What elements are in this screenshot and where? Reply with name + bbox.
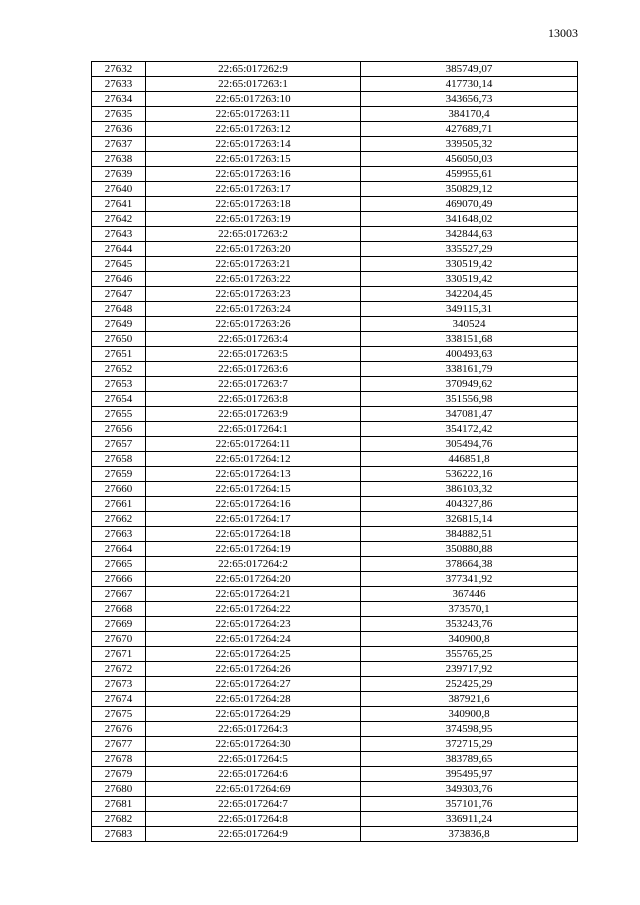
table-row bbox=[92, 407, 578, 422]
value-cell: 384170,4 bbox=[361, 107, 578, 122]
table-row bbox=[92, 332, 578, 347]
table-row bbox=[92, 317, 578, 332]
row-number-cell: 27672 bbox=[92, 662, 146, 677]
row-number-cell: 27666 bbox=[92, 572, 146, 587]
value-cell: 338161,79 bbox=[361, 362, 578, 377]
cadastral-number-cell: 22:65:017263:1 bbox=[146, 77, 361, 92]
table-row bbox=[92, 302, 578, 317]
cadastral-number-cell: 22:65:017263:17 bbox=[146, 182, 361, 197]
row-number-cell: 27647 bbox=[92, 287, 146, 302]
value-cell: 446851,8 bbox=[361, 452, 578, 467]
value-cell: 355765,25 bbox=[361, 647, 578, 662]
row-number-cell: 27646 bbox=[92, 272, 146, 287]
value-cell: 350880,88 bbox=[361, 542, 578, 557]
table-row bbox=[92, 362, 578, 377]
table-row bbox=[92, 587, 578, 602]
cadastral-number-cell: 22:65:017264:11 bbox=[146, 437, 361, 452]
row-number-cell: 27641 bbox=[92, 197, 146, 212]
row-number-cell: 27654 bbox=[92, 392, 146, 407]
value-cell: 326815,14 bbox=[361, 512, 578, 527]
table-row bbox=[92, 692, 578, 707]
row-number-cell: 27637 bbox=[92, 137, 146, 152]
value-cell: 341648,02 bbox=[361, 212, 578, 227]
cadastral-number-cell: 22:65:017264:29 bbox=[146, 707, 361, 722]
cadastral-number-cell: 22:65:017264:18 bbox=[146, 527, 361, 542]
cadastral-number-cell: 22:65:017264:26 bbox=[146, 662, 361, 677]
value-cell: 427689,71 bbox=[361, 122, 578, 137]
cadastral-number-cell: 22:65:017264:9 bbox=[146, 827, 361, 842]
table-row bbox=[92, 242, 578, 257]
value-cell: 340900,8 bbox=[361, 707, 578, 722]
cadastral-number-cell: 22:65:017264:1 bbox=[146, 422, 361, 437]
table-row bbox=[92, 572, 578, 587]
row-number-cell: 27665 bbox=[92, 557, 146, 572]
row-number-cell: 27640 bbox=[92, 182, 146, 197]
row-number-cell: 27649 bbox=[92, 317, 146, 332]
row-number-cell: 27662 bbox=[92, 512, 146, 527]
row-number-cell: 27652 bbox=[92, 362, 146, 377]
value-cell: 456050,03 bbox=[361, 152, 578, 167]
value-cell: 343656,73 bbox=[361, 92, 578, 107]
cadastral-number-cell: 22:65:017263:18 bbox=[146, 197, 361, 212]
table-row bbox=[92, 377, 578, 392]
cadastral-number-cell: 22:65:017263:24 bbox=[146, 302, 361, 317]
value-cell: 342844,63 bbox=[361, 227, 578, 242]
row-number-cell: 27682 bbox=[92, 812, 146, 827]
table-row bbox=[92, 647, 578, 662]
table-row bbox=[92, 602, 578, 617]
table-row bbox=[92, 767, 578, 782]
cadastral-number-cell: 22:65:017264:21 bbox=[146, 587, 361, 602]
page-number: 13003 bbox=[548, 26, 578, 40]
value-cell: 383789,65 bbox=[361, 752, 578, 767]
row-number-cell: 27632 bbox=[92, 62, 146, 77]
table-row bbox=[92, 752, 578, 767]
row-number-cell: 27670 bbox=[92, 632, 146, 647]
cadastral-number-cell: 22:65:017264:8 bbox=[146, 812, 361, 827]
cadastral-number-cell: 22:65:017264:2 bbox=[146, 557, 361, 572]
cadastral-number-cell: 22:65:017263:22 bbox=[146, 272, 361, 287]
table-row bbox=[92, 677, 578, 692]
value-cell: 459955,61 bbox=[361, 167, 578, 182]
table-row bbox=[92, 467, 578, 482]
cadastral-number-cell: 22:65:017264:16 bbox=[146, 497, 361, 512]
table-row bbox=[92, 392, 578, 407]
row-number-cell: 27648 bbox=[92, 302, 146, 317]
cadastral-number-cell: 22:65:017263:21 bbox=[146, 257, 361, 272]
table-row bbox=[92, 122, 578, 137]
row-number-cell: 27660 bbox=[92, 482, 146, 497]
row-number-cell: 27677 bbox=[92, 737, 146, 752]
row-number-cell: 27681 bbox=[92, 797, 146, 812]
row-number-cell: 27657 bbox=[92, 437, 146, 452]
value-cell: 395495,97 bbox=[361, 767, 578, 782]
value-cell: 335527,29 bbox=[361, 242, 578, 257]
value-cell: 378664,38 bbox=[361, 557, 578, 572]
table-row bbox=[92, 272, 578, 287]
value-cell: 367446 bbox=[361, 587, 578, 602]
value-cell: 342204,45 bbox=[361, 287, 578, 302]
cadastral-number-cell: 22:65:017264:12 bbox=[146, 452, 361, 467]
table-row bbox=[92, 722, 578, 737]
value-cell: 349303,76 bbox=[361, 782, 578, 797]
cadastral-number-cell: 22:65:017263:16 bbox=[146, 167, 361, 182]
cadastral-number-cell: 22:65:017264:13 bbox=[146, 467, 361, 482]
row-number-cell: 27679 bbox=[92, 767, 146, 782]
row-number-cell: 27633 bbox=[92, 77, 146, 92]
row-number-cell: 27636 bbox=[92, 122, 146, 137]
table-row bbox=[92, 542, 578, 557]
table-row bbox=[92, 77, 578, 92]
cadastral-number-cell: 22:65:017263:15 bbox=[146, 152, 361, 167]
row-number-cell: 27676 bbox=[92, 722, 146, 737]
row-number-cell: 27644 bbox=[92, 242, 146, 257]
value-cell: 469070,49 bbox=[361, 197, 578, 212]
row-number-cell: 27664 bbox=[92, 542, 146, 557]
row-number-cell: 27671 bbox=[92, 647, 146, 662]
value-cell: 351556,98 bbox=[361, 392, 578, 407]
table-row bbox=[92, 107, 578, 122]
cadastral-number-cell: 22:65:017262:9 bbox=[146, 62, 361, 77]
table-row bbox=[92, 797, 578, 812]
value-cell: 340524 bbox=[361, 317, 578, 332]
cadastral-number-cell: 22:65:017263:9 bbox=[146, 407, 361, 422]
row-number-cell: 27645 bbox=[92, 257, 146, 272]
table-row bbox=[92, 182, 578, 197]
value-cell: 347081,47 bbox=[361, 407, 578, 422]
value-cell: 336911,24 bbox=[361, 812, 578, 827]
cadastral-number-cell: 22:65:017264:23 bbox=[146, 617, 361, 632]
table-row bbox=[92, 512, 578, 527]
table-row bbox=[92, 737, 578, 752]
table-row bbox=[92, 197, 578, 212]
cadastral-number-cell: 22:65:017263:12 bbox=[146, 122, 361, 137]
cadastral-number-cell: 22:65:017263:14 bbox=[146, 137, 361, 152]
table-row bbox=[92, 617, 578, 632]
row-number-cell: 27668 bbox=[92, 602, 146, 617]
table-row bbox=[92, 827, 578, 842]
row-number-cell: 27675 bbox=[92, 707, 146, 722]
value-cell: 349115,31 bbox=[361, 302, 578, 317]
table-row bbox=[92, 497, 578, 512]
value-cell: 387921,6 bbox=[361, 692, 578, 707]
row-number-cell: 27669 bbox=[92, 617, 146, 632]
table-row bbox=[92, 257, 578, 272]
value-cell: 350829,12 bbox=[361, 182, 578, 197]
cadastral-number-cell: 22:65:017263:5 bbox=[146, 347, 361, 362]
value-cell: 404327,86 bbox=[361, 497, 578, 512]
row-number-cell: 27650 bbox=[92, 332, 146, 347]
cadastral-number-cell: 22:65:017264:5 bbox=[146, 752, 361, 767]
table-row bbox=[92, 452, 578, 467]
row-number-cell: 27634 bbox=[92, 92, 146, 107]
value-cell: 373836,8 bbox=[361, 827, 578, 842]
cadastral-number-cell: 22:65:017264:28 bbox=[146, 692, 361, 707]
table-row bbox=[92, 782, 578, 797]
value-cell: 252425,29 bbox=[361, 677, 578, 692]
table-row bbox=[92, 482, 578, 497]
row-number-cell: 27656 bbox=[92, 422, 146, 437]
cadastral-number-cell: 22:65:017263:20 bbox=[146, 242, 361, 257]
table-body bbox=[92, 62, 578, 842]
table-row bbox=[92, 167, 578, 182]
cadastral-number-cell: 22:65:017264:25 bbox=[146, 647, 361, 662]
value-cell: 357101,76 bbox=[361, 797, 578, 812]
row-number-cell: 27673 bbox=[92, 677, 146, 692]
value-cell: 370949,62 bbox=[361, 377, 578, 392]
value-cell: 339505,32 bbox=[361, 137, 578, 152]
cadastral-number-cell: 22:65:017264:17 bbox=[146, 512, 361, 527]
value-cell: 417730,14 bbox=[361, 77, 578, 92]
value-cell: 338151,68 bbox=[361, 332, 578, 347]
table-row bbox=[92, 422, 578, 437]
table-row bbox=[92, 557, 578, 572]
cadastral-number-cell: 22:65:017263:8 bbox=[146, 392, 361, 407]
table-row bbox=[92, 707, 578, 722]
row-number-cell: 27651 bbox=[92, 347, 146, 362]
row-number-cell: 27655 bbox=[92, 407, 146, 422]
row-number-cell: 27680 bbox=[92, 782, 146, 797]
row-number-cell: 27661 bbox=[92, 497, 146, 512]
cadastral-number-cell: 22:65:017264:6 bbox=[146, 767, 361, 782]
cadastral-number-cell: 22:65:017263:10 bbox=[146, 92, 361, 107]
row-number-cell: 27667 bbox=[92, 587, 146, 602]
cadastral-number-cell: 22:65:017264:19 bbox=[146, 542, 361, 557]
row-number-cell: 27638 bbox=[92, 152, 146, 167]
row-number-cell: 27674 bbox=[92, 692, 146, 707]
table-row bbox=[92, 92, 578, 107]
table-row bbox=[92, 287, 578, 302]
table-row bbox=[92, 137, 578, 152]
cadastral-number-cell: 22:65:017263:4 bbox=[146, 332, 361, 347]
value-cell: 385749,07 bbox=[361, 62, 578, 77]
cadastral-number-cell: 22:65:017264:7 bbox=[146, 797, 361, 812]
table-row bbox=[92, 527, 578, 542]
row-number-cell: 27683 bbox=[92, 827, 146, 842]
value-cell: 377341,92 bbox=[361, 572, 578, 587]
table-row bbox=[92, 152, 578, 167]
table-row bbox=[92, 662, 578, 677]
cadastral-number-cell: 22:65:017264:22 bbox=[146, 602, 361, 617]
value-cell: 340900,8 bbox=[361, 632, 578, 647]
table-row bbox=[92, 632, 578, 647]
row-number-cell: 27653 bbox=[92, 377, 146, 392]
cadastral-number-cell: 22:65:017263:2 bbox=[146, 227, 361, 242]
table-row bbox=[92, 227, 578, 242]
value-cell: 374598,95 bbox=[361, 722, 578, 737]
table-row bbox=[92, 347, 578, 362]
value-cell: 400493,63 bbox=[361, 347, 578, 362]
row-number-cell: 27659 bbox=[92, 467, 146, 482]
value-cell: 354172,42 bbox=[361, 422, 578, 437]
value-cell: 373570,1 bbox=[361, 602, 578, 617]
value-cell: 386103,32 bbox=[361, 482, 578, 497]
row-number-cell: 27678 bbox=[92, 752, 146, 767]
cadastral-table bbox=[91, 61, 578, 842]
table-row bbox=[92, 812, 578, 827]
value-cell: 536222,16 bbox=[361, 467, 578, 482]
cadastral-number-cell: 22:65:017263:23 bbox=[146, 287, 361, 302]
cadastral-number-cell: 22:65:017264:15 bbox=[146, 482, 361, 497]
row-number-cell: 27663 bbox=[92, 527, 146, 542]
table-row bbox=[92, 212, 578, 227]
value-cell: 330519,42 bbox=[361, 257, 578, 272]
cadastral-number-cell: 22:65:017264:30 bbox=[146, 737, 361, 752]
row-number-cell: 27642 bbox=[92, 212, 146, 227]
value-cell: 330519,42 bbox=[361, 272, 578, 287]
value-cell: 353243,76 bbox=[361, 617, 578, 632]
cadastral-number-cell: 22:65:017263:6 bbox=[146, 362, 361, 377]
row-number-cell: 27643 bbox=[92, 227, 146, 242]
cadastral-number-cell: 22:65:017264:24 bbox=[146, 632, 361, 647]
table-row bbox=[92, 62, 578, 77]
cadastral-number-cell: 22:65:017263:26 bbox=[146, 317, 361, 332]
cadastral-number-cell: 22:65:017264:27 bbox=[146, 677, 361, 692]
row-number-cell: 27658 bbox=[92, 452, 146, 467]
cadastral-number-cell: 22:65:017264:20 bbox=[146, 572, 361, 587]
value-cell: 372715,29 bbox=[361, 737, 578, 752]
table-row bbox=[92, 437, 578, 452]
cadastral-number-cell: 22:65:017263:7 bbox=[146, 377, 361, 392]
cadastral-number-cell: 22:65:017264:3 bbox=[146, 722, 361, 737]
value-cell: 384882,51 bbox=[361, 527, 578, 542]
row-number-cell: 27639 bbox=[92, 167, 146, 182]
cadastral-number-cell: 22:65:017263:11 bbox=[146, 107, 361, 122]
row-number-cell: 27635 bbox=[92, 107, 146, 122]
value-cell: 239717,92 bbox=[361, 662, 578, 677]
cadastral-number-cell: 22:65:017263:19 bbox=[146, 212, 361, 227]
cadastral-number-cell: 22:65:017264:69 bbox=[146, 782, 361, 797]
value-cell: 305494,76 bbox=[361, 437, 578, 452]
